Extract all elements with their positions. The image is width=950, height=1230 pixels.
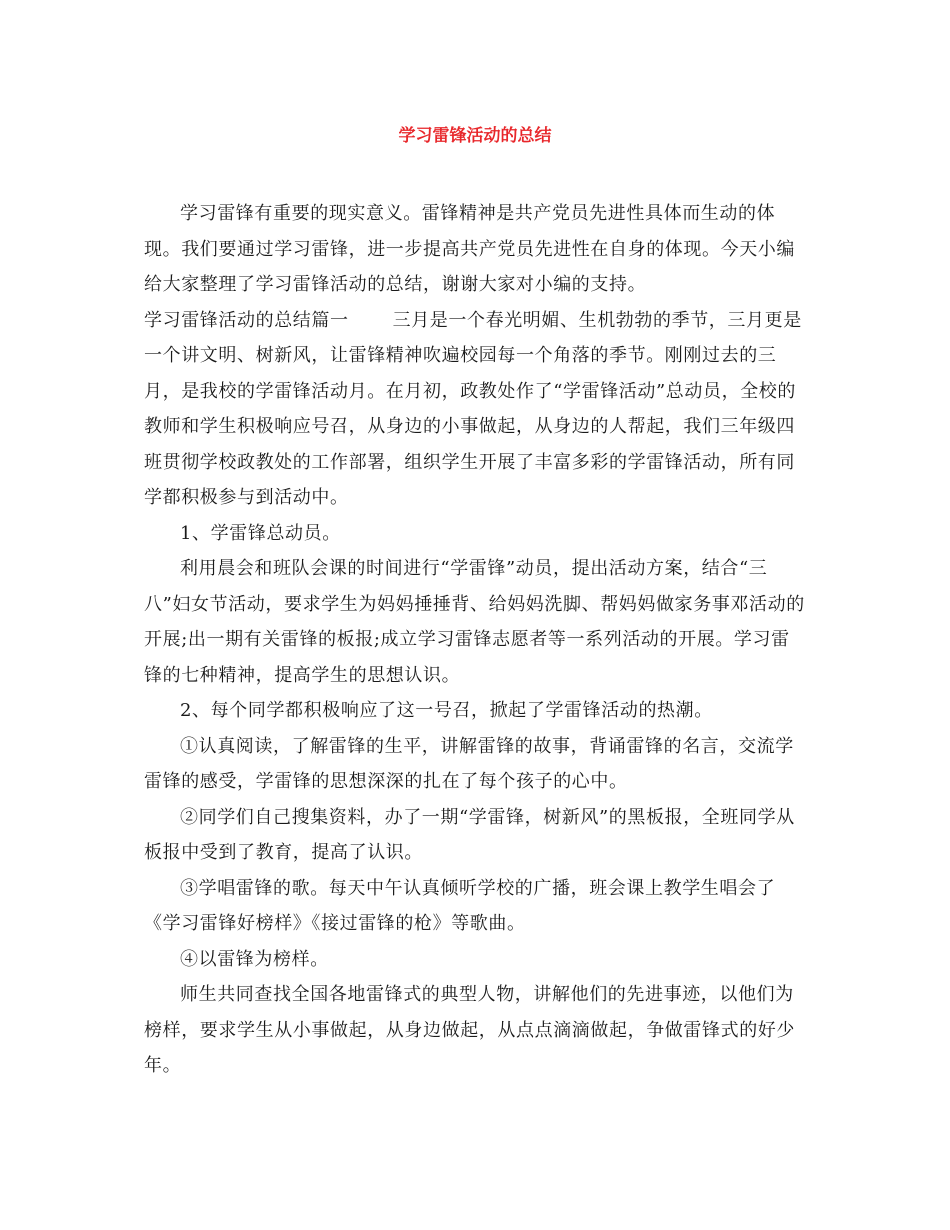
list-item-heading: 2、每个同学都积极响应了这一号召，掀起了学雷锋活动的热潮。 (180, 700, 713, 721)
document-title: 学习雷锋活动的总结 (398, 126, 552, 146)
sub-item-body: 师生共同查找全国各地雷锋式的典型人物，讲解他们的先进事迹，以他们为榜样，要求学生从小事做起，从身边做起，从点点滴滴做起，争做雷锋式的好少年。 (144, 984, 795, 1076)
list-item-heading: 1、学雷锋总动员。 (180, 522, 341, 544)
sub-item: ③学唱雷锋的歌。每天中午认真倾听学校的广播，班会课上教学生唱会了《学习雷锋好榜样》《接过雷锋的枪》等歌曲。 (144, 877, 776, 934)
sub-item: ①认真阅读，了解雷锋的生平，讲解雷锋的故事，背诵雷锋的名言，交流学雷锋的感受，学雷锋的思想深深的扎在了每个孩子的心中。 (144, 735, 794, 792)
list-item-body: 利用晨会和班队会课的时间进行“学雷锋”动员，提出活动方案，结合“三八”妇女节活动，要求学生为妈妈捶捶背、给妈妈洗脚、帮妈妈做家务事邓活动的开展;出一期有关雷锋的板报;成立学习雷锋志愿者等一系列活动的开展。学习雷锋的七种精神，提高学生的思想认识。 (144, 558, 805, 686)
document-body (144, 196, 808, 1084)
intro-paragraph: 学习雷锋有重要的现实意义。雷锋精神是共产党员先进性具体而生动的体现。我们要通过学习雷锋，进一步提高共产党员先进性在自身的体现。今天小编给大家整理了学习雷锋活动的总结，谢谢大家对小编的支持。 (144, 203, 795, 295)
sub-item: ②同学们自己搜集资料，办了一期“学雷锋，树新风”的黑板报，全班同学从板报中受到了教育，提高了认识。 (144, 806, 795, 863)
section-body: 三月是一个春光明媚、生机勃勃的季节，三月更是一个讲文明、树新风，让雷锋精神吹遍校园每一个角落的季节。刚刚过去的三月，是我校的学雷锋活动月。在月初，政教处作了“学雷锋活动”总动员，全校的教师和学生积极响应号召，从身边的小事做起，从身边的人帮起，我们三年级四班贯彻学校政教处的工作部署，组织学生开展了丰富多彩的学雷锋活动，所有同学都积极参与到活动中。 (144, 309, 802, 508)
sub-item: ④以雷锋为榜样。 (180, 948, 329, 970)
section-one-paragraph (144, 303, 808, 516)
section-heading: 学习雷锋活动的总结篇一 (144, 309, 349, 331)
